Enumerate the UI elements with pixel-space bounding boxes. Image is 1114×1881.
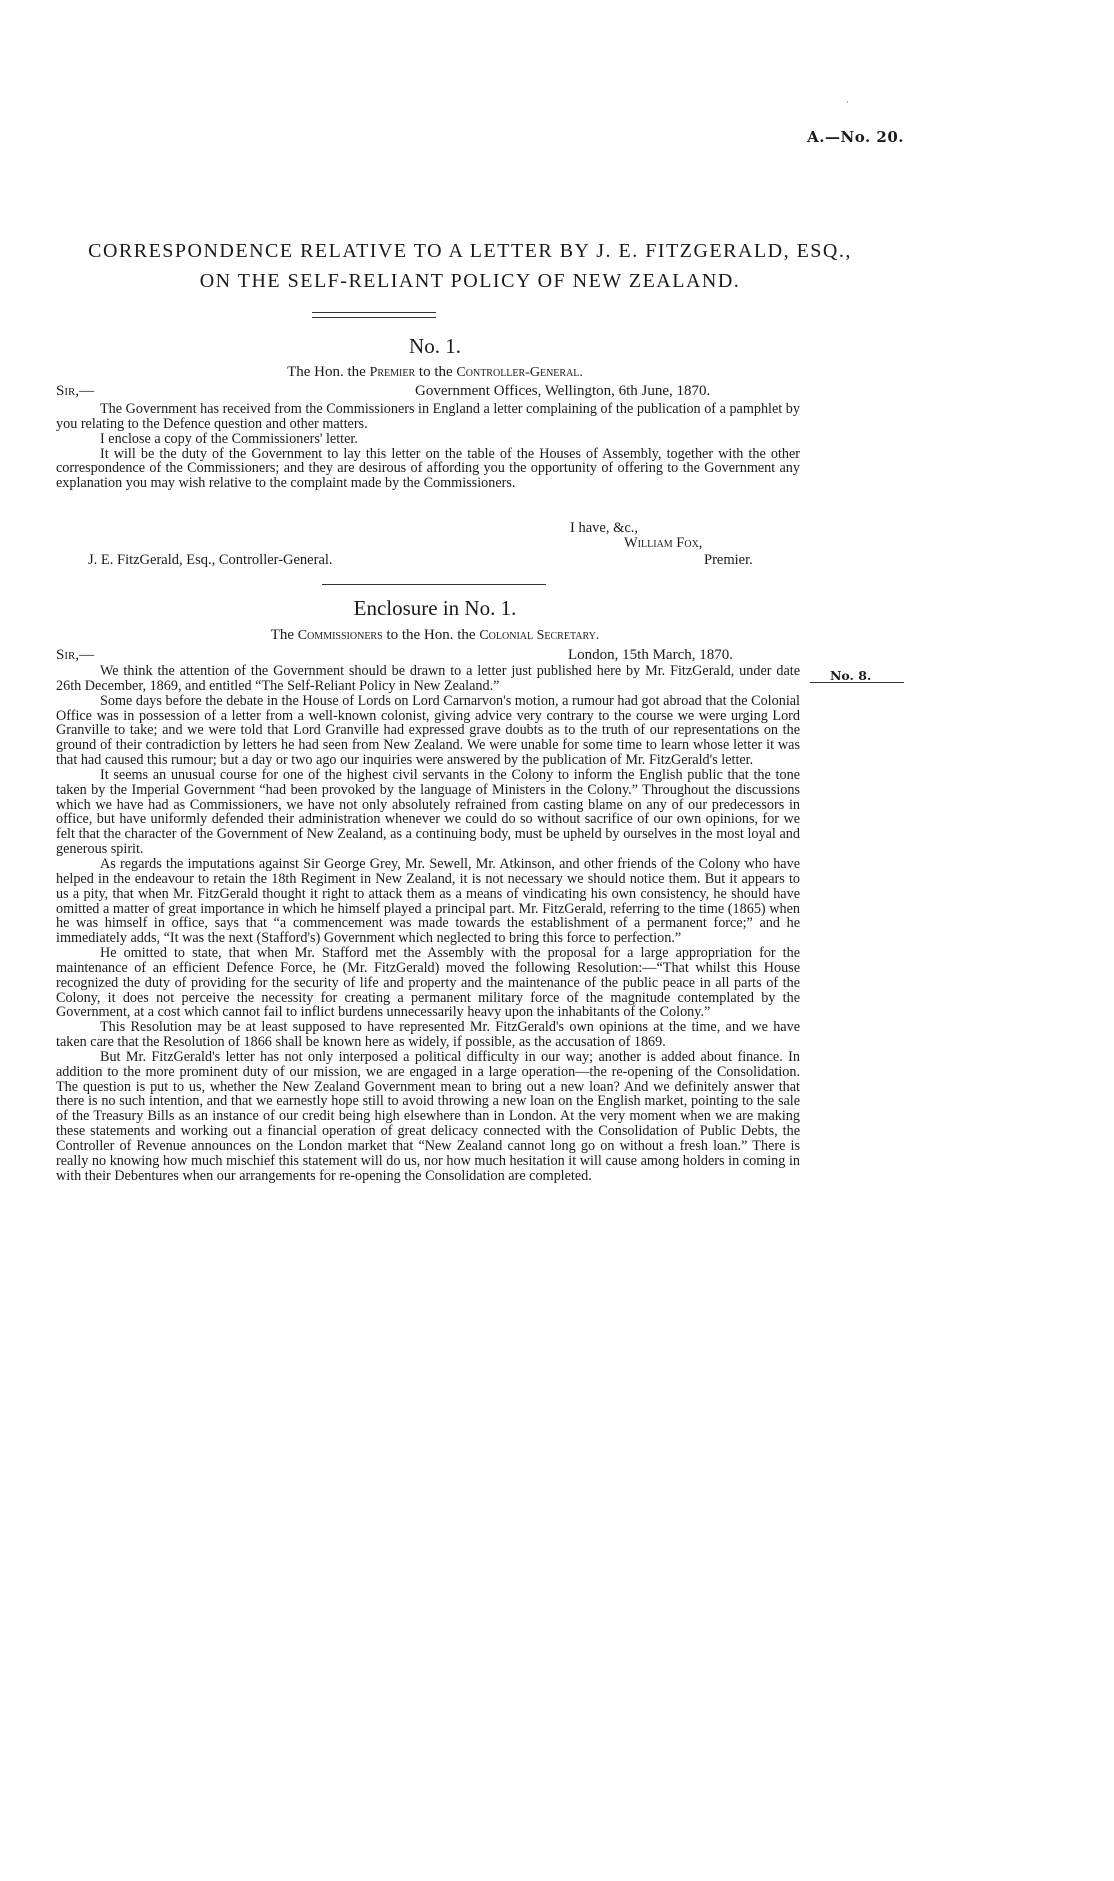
- letter-1-paragraph: I enclose a copy of the Commissioners' letter.: [100, 430, 358, 447]
- enclosure-from-to: [0, 627, 870, 644]
- from-prefix: The Hon. the: [287, 364, 366, 380]
- from-prefix: The: [270, 627, 294, 643]
- enclosure-dateline: London, 15th March, 1870.: [568, 647, 733, 663]
- enclosure-paragraph: Some days before the debate in the House of Lords on Lord Carnarvon's motion, a rumour had got abroad that the Colonial Office was in possession of a letter from a well-known colonist, giving advice very contrary to the course we were urging Lord Granville to take; and we were told that Lord Granville had expressed grave doubts as to the truth of our representations on the ground of their contradiction by letters he had seen from New Zealand. We were unable for some time to learn whose letter it was that had caused this rumour; but a day or two ago our inquiries were answered by the publication of Mr. FitzGerald's letter.: [56, 692, 800, 769]
- enclosure-paragraph: He omitted to state, that when Mr. Stafford met the Assembly with the proposal for a large appropriation for the maintenance of an efficient Defence Force, he (Mr. FitzGerald) moved the following Resolution:—“That whilst this House recognized the duty of providing for the security of life and property and the maintenance of the public peace in all parts of the Colony, it does not perceive the necessity for creating a permanent military force of the magnitude contemplated by the Government, at a cost which cannot fail to inflict burdens unnecessarily heavy upon the inhabitants of the Colony.”: [56, 945, 800, 1021]
- letter-1-paragraph: The Government has received from the Commissioners in England a letter complaining of the publication of a pamphlet by you relating to the Defence question and other matters.: [56, 401, 800, 432]
- title-line-2: ON THE SELF-RELIANT POLICY OF NEW ZEALAND.: [199, 270, 741, 292]
- to-word: to the: [418, 364, 453, 380]
- enclosure-paragraph: It seems an unusual course for one of the highest civil servants in the Colony to inform the English public that the tone taken by the Imperial Government “had been provoked by the language of Ministers in the Colony.” Throughout the discussions which we have had as Commissioners, we have not only absolutely refrained from casting blame on any of our predecessors in office, but have uniformly defended their administration whenever we could do so without sacrifice of our own opinions, for we felt that the character of the Government of New Zealand, as a continuing body, must be upheld by ourselves in the most loyal and generous spirit.: [56, 766, 800, 858]
- letter-1-salutation: Sir,—: [56, 383, 95, 399]
- from-person: Premier: [369, 365, 416, 380]
- enclosure-heading: Enclosure in No. 1.: [353, 596, 517, 620]
- letter-1-body: [56, 402, 800, 491]
- page-speck: ·: [846, 98, 849, 108]
- enclosure-paragraph: This Resolution may be at least supposed to have represented Mr. FitzGerald's own opinions at the time, and we have taken care that the Resolution of 1866 shall be known here as widely, if possible, as the accusation of 1869.: [56, 1019, 800, 1051]
- letter-1-addressee: J. E. FitzGerald, Esq., Controller-General.: [88, 552, 333, 568]
- enclosure-body: [56, 664, 800, 1184]
- to-word: to the Hon. the: [386, 627, 476, 643]
- document-title: [60, 236, 880, 296]
- letter-1-from-to: [0, 364, 870, 381]
- title-line-1: CORRESPONDENCE RELATIVE TO A LETTER BY J. E. FITZGERALD, ESQ.,: [88, 240, 852, 262]
- margin-reference: No. 8.: [830, 668, 872, 683]
- letter-1-signer-name: William Fox,: [624, 535, 703, 551]
- enclosure-paragraph: We think the attention of the Government should be drawn to a letter just published here by Mr. FitzGerald, under date 26th December, 1869, and entitled “The Self-Reliant Policy in New Zealand.”: [56, 663, 800, 694]
- letter-1-paragraph: It will be the duty of the Government to lay this letter on the table of the Houses of Assembly, together with the other correspondence of the Commissioners; and they are desirous of affording you the opportunity of offering to the Government any explanation you may wish relative to the complaint made by the Commissioners.: [56, 445, 800, 492]
- margin-rule: [810, 682, 904, 683]
- page-reference: A.—No. 20.: [807, 128, 904, 146]
- enclosure-paragraph: As regards the imputations against Sir George Grey, Mr. Sewell, Mr. Atkinson, and other friends of the Colony who have helped in the endeavour to retain the 18th Regiment in New Zealand, it is not necessary we should notice them. But it appears to us a pity, that when Mr. FitzGerald thought it right to attack them as a means of vindicating his own consistency, he should have omitted a matter of great importance in which he himself played a principal part. Mr. FitzGerald, referring to the time (1865) when he was himself in office, says that “a commencement was made towards the establishment of a permanent force;” and he immediately adds, “It was the next (Stafford's) Government which neglected to bring this force to perfection.”: [56, 855, 800, 947]
- enclosure-salutation: Sir,—: [56, 647, 95, 663]
- enclosure-paragraph: But Mr. FitzGerald's letter has not only interposed a political difficulty in our way; another is added about finance. In addition to the more prominent duty of our mission, we are engaged in a large operation—the re-opening of the Consolidation. The question is put to us, whether the New Zealand Government mean to bring out a new loan? And we definitely answer that there is no such intention, and that we earnestly hope still to avoid throwing a new loan on the English market, pointing to the sale of the Treasury Bills as an instance of our credit being high elsewhere than in London. At the very moment when we are making these statements and working out a financial operation of great delicacy connected with the Consolidation of Public Debts, the Controller of Revenue announces on the London market that “New Zealand cannot long go on without a fresh loan.” There is really no knowing how much mischief this statement will do us, nor how much hesitation it will cause among holders in coming in with their Debentures when our arrangements for re-opening the Consolidation are completed.: [56, 1048, 800, 1184]
- letter-1-signer-title: Premier.: [704, 552, 753, 568]
- letter-1-dateline: Government Offices, Wellington, 6th June, 1870.: [415, 383, 711, 399]
- section-divider: [322, 584, 546, 585]
- letter-1-closing: I have, &c.,: [570, 520, 639, 536]
- to-person: Controller-General.: [456, 365, 583, 380]
- from-person: Commissioners: [297, 628, 383, 643]
- to-person: Colonial Secretary.: [479, 628, 600, 643]
- title-divider: [312, 312, 436, 318]
- letter-1-number: No. 1.: [409, 334, 461, 358]
